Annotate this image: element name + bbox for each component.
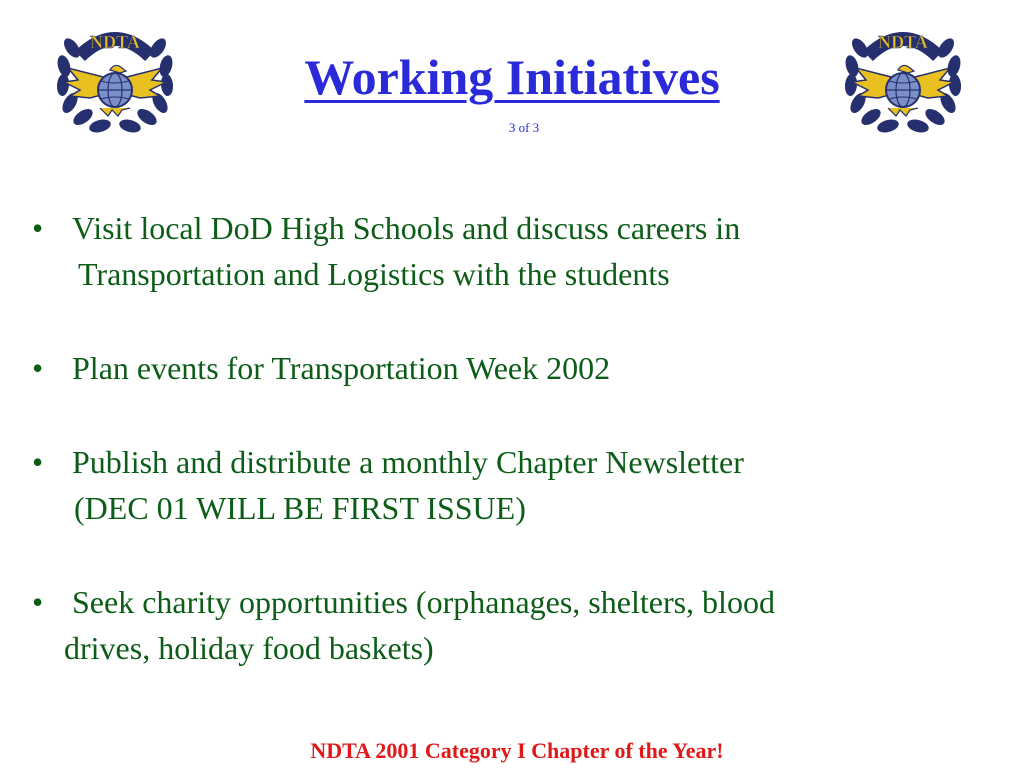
bullet-text: Seek charity opportunities (orphanages, shelters, blood — [72, 584, 775, 620]
bullet-dot-icon: • — [32, 210, 44, 246]
bullet-text-continued: Transportation and Logistics with the students — [78, 256, 670, 292]
bullet-text-continued: (DEC 01 WILL BE FIRST ISSUE) — [74, 490, 526, 526]
bullet-text: Publish and distribute a monthly Chapter Newsletter — [72, 444, 744, 480]
bullet-list — [30, 205, 1010, 719]
svg-text:NDTA: NDTA — [90, 32, 140, 52]
slide-page-indicator: 3 of 3 — [508, 120, 540, 135]
bullet-dot-icon: • — [32, 584, 44, 620]
bullet-dot-icon: • — [32, 444, 44, 480]
bullet-dot-icon: • — [32, 350, 44, 386]
bullet-item-school-visits — [30, 205, 1010, 297]
slide-footer: NDTA 2001 Category I Chapter of the Year! — [310, 738, 724, 763]
bullet-item-newsletter — [30, 439, 1010, 531]
svg-text:NDTA: NDTA — [878, 32, 928, 52]
bullet-item-charity — [30, 579, 1010, 671]
slide-title: Working Initiatives — [304, 49, 720, 105]
bullet-item-transportation-week — [30, 345, 1010, 391]
bullet-text: Plan events for Transportation Week 2002 — [72, 350, 611, 386]
bullet-text: Visit local DoD High Schools and discuss careers in — [72, 210, 741, 246]
bullet-text-continued: drives, holiday food baskets) — [64, 630, 434, 666]
